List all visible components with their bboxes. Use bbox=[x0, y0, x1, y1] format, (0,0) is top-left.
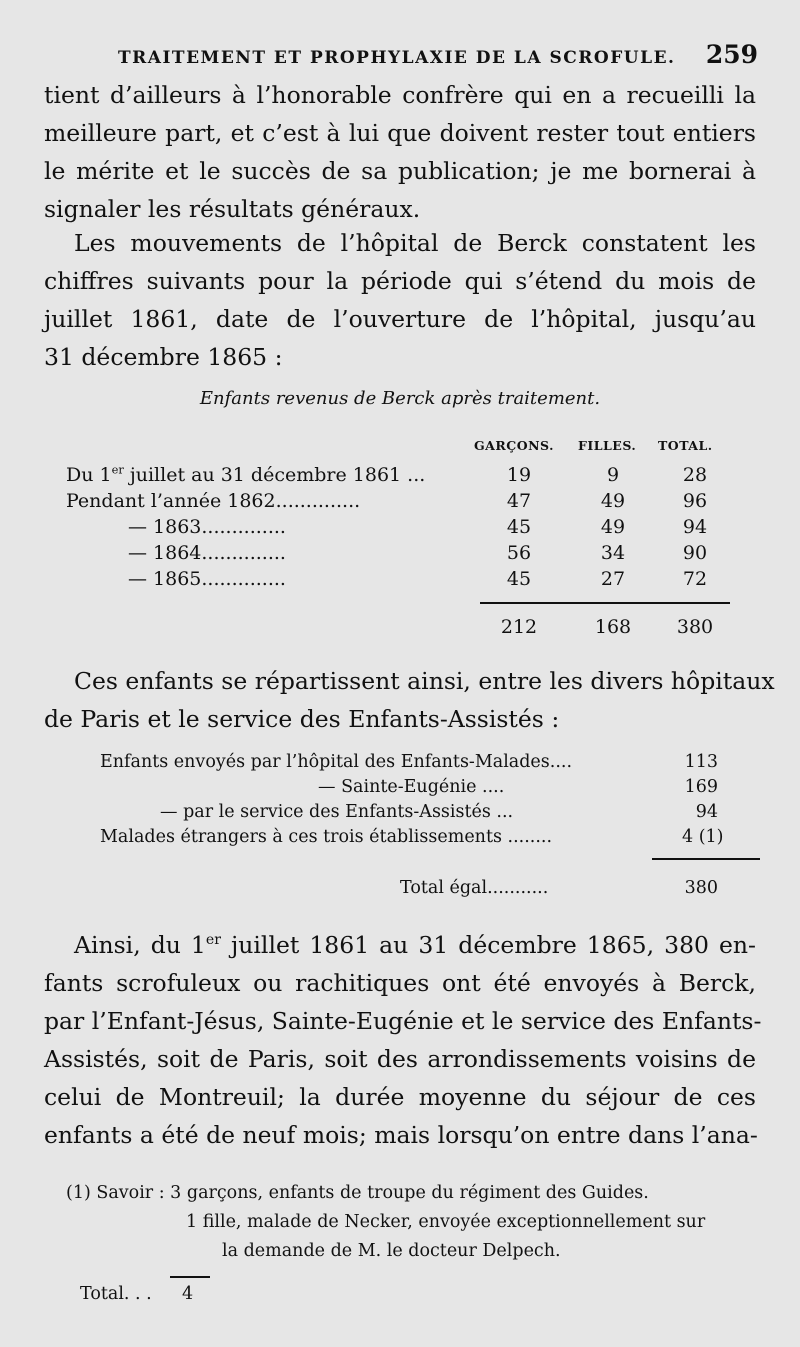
text-line: celui de Montreuil; la durée moyenne du séjour de ces bbox=[44, 1083, 756, 1111]
totals-row bbox=[66, 614, 730, 640]
cell-boys: 45 bbox=[506, 516, 532, 538]
cell-girls: 49 bbox=[600, 516, 626, 538]
page-number: 259 bbox=[705, 40, 758, 69]
cell-girls: 27 bbox=[600, 568, 626, 590]
cell-girls: 9 bbox=[606, 464, 620, 486]
running-head bbox=[118, 40, 758, 69]
table-row bbox=[100, 825, 552, 850]
footnote-line: (1) Savoir : 3 garçons, enfants de troupe du régiment des Guides. bbox=[66, 1183, 649, 1203]
table-caption: Enfants revenus de Berck après traitement. bbox=[199, 388, 601, 409]
cell-boys: 19 bbox=[506, 464, 532, 486]
text-line: de Paris et le service des Enfants-Assistés : bbox=[44, 705, 560, 733]
cell-total: 94 bbox=[682, 516, 708, 538]
table-row bbox=[318, 775, 504, 800]
paragraph-4 bbox=[44, 926, 762, 1154]
total-value: 380 bbox=[684, 878, 718, 898]
total-row bbox=[400, 876, 548, 901]
table-row bbox=[66, 462, 730, 488]
paragraph-3 bbox=[44, 662, 775, 738]
text-line: signaler les résultats généraux. bbox=[44, 195, 421, 223]
text-line: par l’Enfant-Jésus, Sainte-Eugénie et le service des Enfants- bbox=[44, 1007, 762, 1035]
text-line: chiffres suivants pour la période qui s’étend du mois de bbox=[44, 267, 756, 295]
cell-total: 90 bbox=[682, 542, 708, 564]
row-label: — 1863.............. bbox=[128, 516, 286, 538]
footnote-sum-rule bbox=[170, 1276, 210, 1278]
table-row bbox=[66, 540, 730, 566]
cell-total: 72 bbox=[682, 568, 708, 590]
column-header-girls: FILLES. bbox=[578, 438, 637, 453]
text-line: Les mouvements de l’hôpital de Berck constatent les bbox=[74, 229, 756, 257]
row-value: 169 bbox=[684, 777, 718, 797]
row-label: Pendant l’année 1862.............. bbox=[66, 490, 361, 512]
paragraph-1 bbox=[44, 76, 756, 228]
text-line: juillet 1861, date de l’ouverture de l’hôpital, jusqu’au bbox=[44, 305, 756, 333]
footnote-line: la demande de M. le docteur Delpech. bbox=[222, 1241, 561, 1261]
text-line: le mérite et le succès de sa publication; je me bornerai à bbox=[44, 157, 756, 185]
row-label: — 1865.............. bbox=[128, 568, 286, 590]
text-line: 31 décembre 1865 : bbox=[44, 343, 283, 371]
row-value: 4 (1) bbox=[682, 827, 724, 847]
text-line: Assistés, soit de Paris, soit des arrondissements voisins de bbox=[44, 1045, 756, 1073]
paragraph-2 bbox=[44, 224, 756, 376]
row-label: Du 1er juillet au 31 décembre 1861 ... bbox=[66, 462, 426, 486]
total-boys: 212 bbox=[500, 616, 538, 638]
cell-girls: 49 bbox=[600, 490, 626, 512]
column-header-boys: GARÇONS. bbox=[474, 438, 554, 453]
total-all: 380 bbox=[676, 616, 714, 638]
total-label: Total égal........... bbox=[400, 878, 549, 898]
cell-boys: 47 bbox=[506, 490, 532, 512]
sum-rule bbox=[652, 858, 760, 860]
text-line: tient d’ailleurs à l’honorable confrère qui en a recueilli la bbox=[44, 81, 756, 109]
cell-boys: 56 bbox=[506, 542, 532, 564]
cell-boys: 45 bbox=[506, 568, 532, 590]
footnote-total-label: Total. . . bbox=[80, 1284, 152, 1304]
row-label: Malades étrangers à ces trois établissements ........ bbox=[100, 827, 553, 847]
table-row bbox=[66, 566, 730, 592]
text-line: enfants a été de neuf mois; mais lorsqu’on entre dans l’ana- bbox=[44, 1121, 758, 1149]
footnote-total-value: 4 bbox=[182, 1284, 194, 1304]
footnote-line: 1 fille, malade de Necker, envoyée exceptionnellement sur bbox=[186, 1212, 706, 1232]
text-line: meilleure part, et c’est à lui que doivent rester tout entiers bbox=[44, 119, 756, 147]
row-label: — 1864.............. bbox=[128, 542, 286, 564]
table-row bbox=[66, 514, 730, 540]
table-row bbox=[66, 488, 730, 514]
row-label: — Sainte-Eugénie .... bbox=[318, 777, 505, 797]
row-value: 94 bbox=[695, 802, 718, 822]
table-row bbox=[100, 750, 572, 775]
column-header-total: TOTAL. bbox=[658, 438, 713, 453]
running-title: TRAITEMENT ET PROPHYLAXIE DE LA SCROFULE. bbox=[118, 48, 676, 68]
total-girls: 168 bbox=[594, 616, 632, 638]
row-label: — par le service des Enfants-Assistés ... bbox=[160, 802, 514, 822]
text-line: Ces enfants se répartissent ainsi, entre les divers hôpitaux bbox=[74, 667, 775, 695]
row-label: Enfants envoyés par l’hôpital des Enfants-Malades.... bbox=[100, 752, 573, 772]
cell-total: 96 bbox=[682, 490, 708, 512]
text-line: fants scrofuleux ou rachitiques ont été envoyés à Berck, bbox=[44, 969, 756, 997]
row-value: 113 bbox=[684, 752, 718, 772]
table-row bbox=[160, 800, 513, 825]
sum-rule bbox=[480, 602, 730, 604]
cell-total: 28 bbox=[682, 464, 708, 486]
text-line: Ainsi, du 1er juillet 1861 au 31 décembre 1865, 380 en- bbox=[74, 931, 756, 959]
cell-girls: 34 bbox=[600, 542, 626, 564]
